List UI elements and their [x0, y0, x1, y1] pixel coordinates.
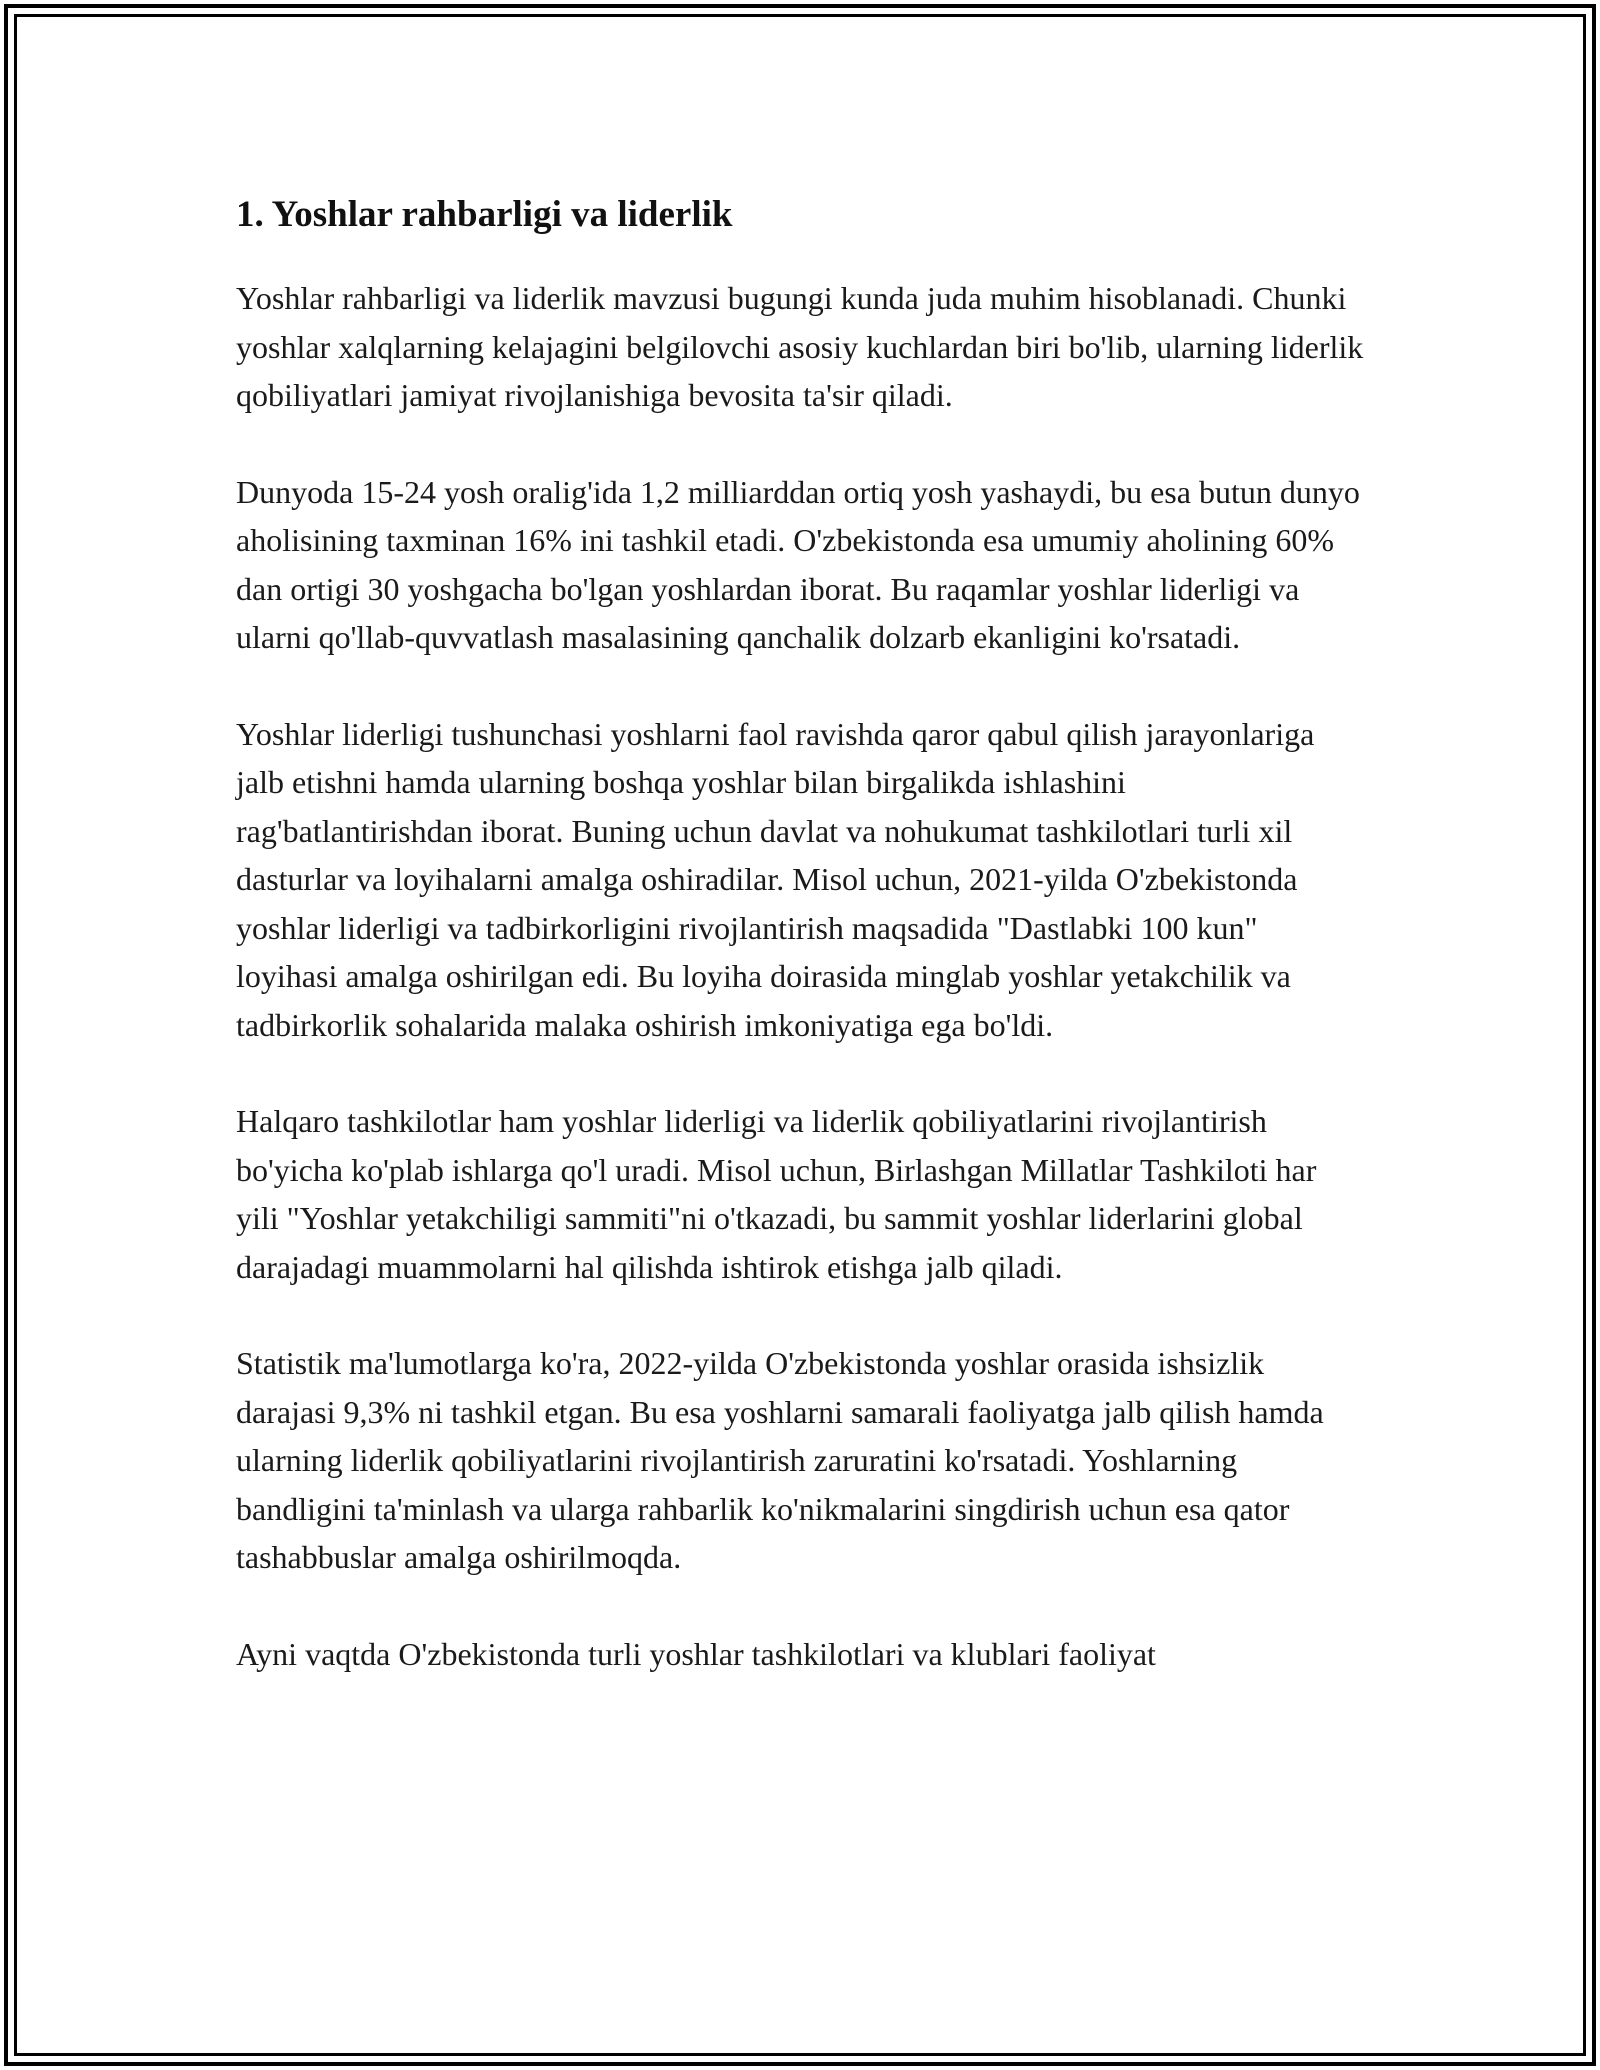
paragraph-4: Halqaro tashkilotlar ham yoshlar liderligi va liderlik qobiliyatlarini rivojlantirish bo'yicha ko'plab ishlarga qo'l uradi. Misol uchun, Birlashgan Millatlar Tashkiloti har yili "Yoshlar yetakchiligi sammiti"ni o'tkazadi, bu sammit yoshlar liderlarini global darajadagi muammolarni hal qilishda ishtirok etishga jalb qiladi.: [236, 1103, 1317, 1285]
paragraph-2: Dunyoda 15-24 yosh oralig'ida 1,2 milliarddan ortiq yosh yashaydi, bu esa butun dunyo aholisining taxminan 16% ini tashkil etadi. O'zbekistonda esa umumiy aholining 60% dan ortigi 30 yoshgacha bo'lgan yoshlardan iborat. Bu raqamlar yoshlar liderligi va ularni qo'llab-quvvatlash masalasining qanchalik dolzarb ekanligini ko'rsatadi.: [236, 473, 1360, 655]
section-heading: 1. Yoshlar rahbarligi va liderlik: [236, 194, 733, 235]
paragraph-6: Ayni vaqtda O'zbekistonda turli yoshlar tashkilotlari va klublari faoliyat: [236, 1635, 1156, 1672]
paragraph-5: Statistik ma'lumotlarga ko'ra, 2022-yilda O'zbekistonda yoshlar orasida ishsizlik darajasi 9,3% ni tashkil etgan. Bu esa yoshlarni samarali faoliyatga jalb qilish hamda ularning liderlik qobiliyatlarini rivojlantirish zaruratini ko'rsatadi. Yoshlarning bandligini ta'minlash va ularga rahbarlik ko'nikmalarini singdirish uchun esa qator tashabbuslar amalga oshirilmoqda.: [236, 1345, 1324, 1575]
paragraph-1: Yoshlar rahbarligi va liderlik mavzusi bugungi kunda juda muhim hisoblanadi. Chunki yoshlar xalqlarning kelajagini belgilovchi asosiy kuchlardan biri bo'lib, ularning liderlik qobiliyatlari jamiyat rivojlanishiga bevosita ta'sir qiladi.: [236, 280, 1364, 413]
paragraph-3: Yoshlar liderligi tushunchasi yoshlarni faol ravishda qaror qabul qilish jarayonlariga jalb etishni hamda ularning boshqa yoshlar bilan birgalikda ishlashini rag'batlantirishdan iborat. Buning uchun davlat va nohukumat tashkilotlari turli xil dasturlar va loyihalarni amalga oshiradilar. Misol uchun, 2021-yilda O'zbekistonda yoshlar liderligi va tadbirkorligini rivojlantirish maqsadida "Dastlabki 100 kun" loyihasi amalga oshirilgan edi. Bu loyiha doirasida minglab yoshlar yetakchilik va tadbirkorlik sohalarida malaka oshirish imkoniyatiga ega bo'ldi.: [236, 715, 1315, 1043]
document-body: [236, 184, 1366, 1726]
